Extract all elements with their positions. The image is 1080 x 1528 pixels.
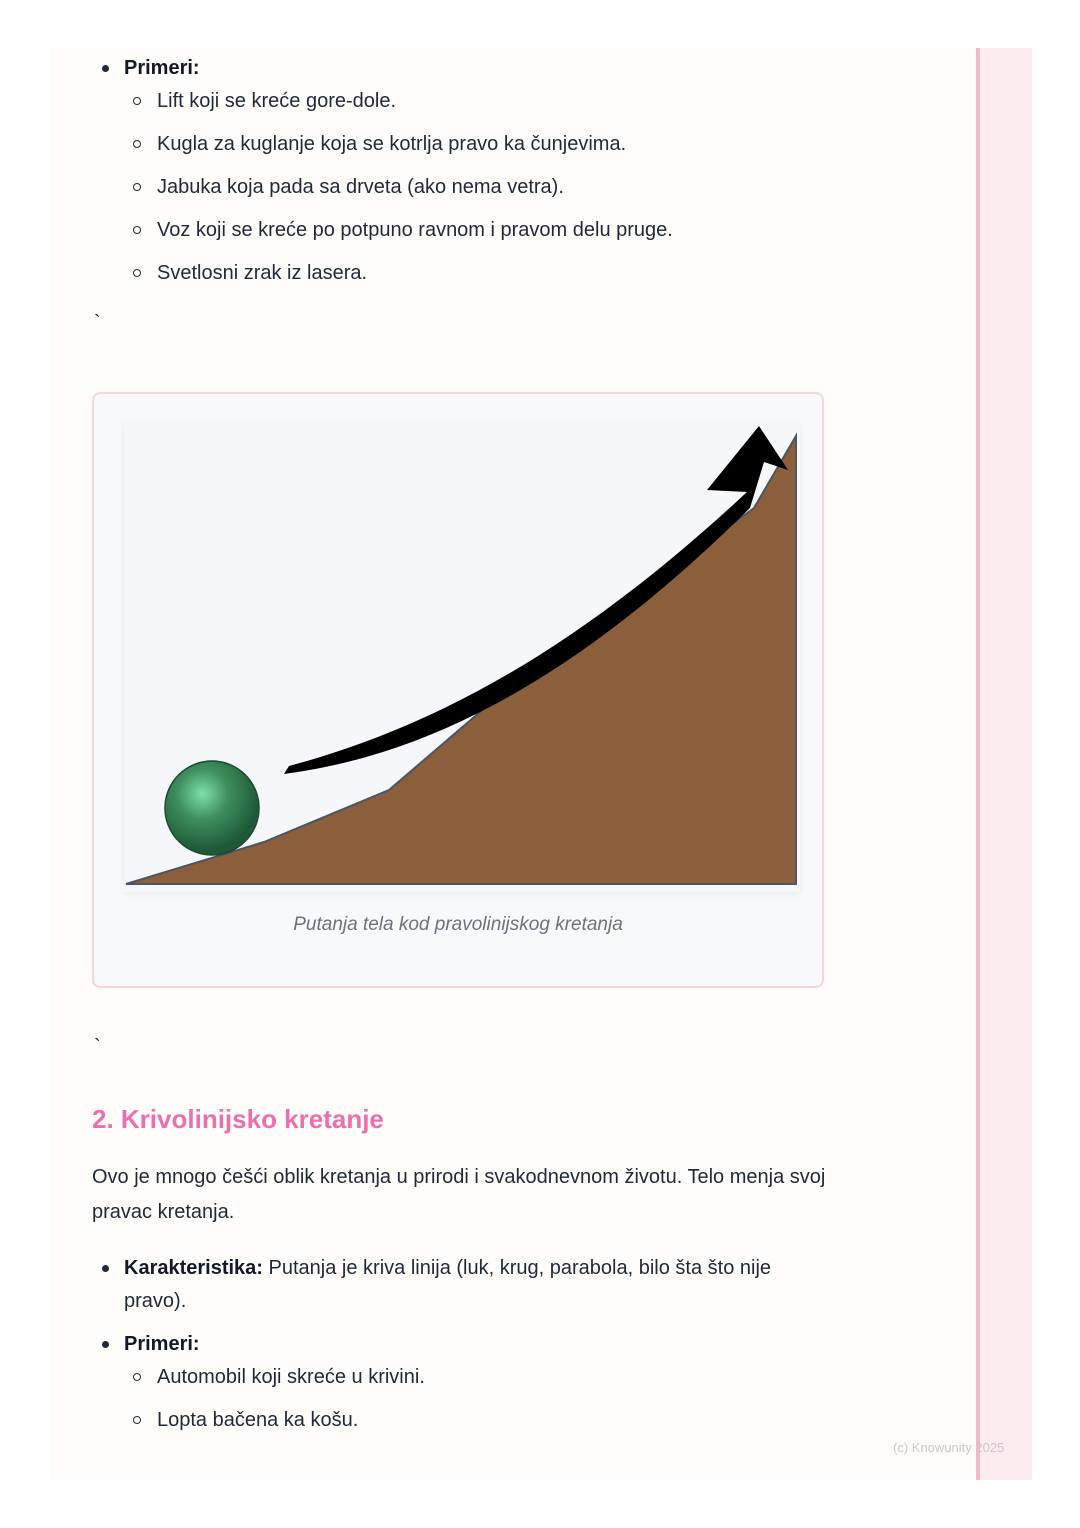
list-item: Voz koji se kreće po potpuno ravnom i pravom delu pruge.: [92, 214, 832, 247]
list-item-primeri: [92, 1328, 832, 1437]
primeri-label: Primeri:: [124, 1333, 200, 1355]
list-item: Lift koji se kreće gore-dole.: [92, 85, 832, 118]
figure-caption: Putanja tela kod pravolinijskog kretanja: [293, 914, 623, 935]
backtick-mark: `: [94, 312, 101, 334]
list-item: Jabuka koja pada sa drveta (ako nema vetra).: [92, 171, 832, 204]
list-item: Svetlosni zrak iz lasera.: [92, 257, 832, 290]
list-item: Lopta bačena ka košu.: [92, 1404, 832, 1437]
figure-card: [92, 392, 824, 988]
margin-strip: [976, 48, 1032, 1480]
section2-list: [92, 1252, 832, 1447]
list-item: Kugla za kuglanje koja se kotrlja pravo ka čunjevima.: [92, 128, 832, 161]
section-heading: 2. Krivolinijsko kretanje: [92, 1104, 384, 1134]
ball-icon: [165, 761, 259, 855]
karakteristika-text: Putanja je kriva linija (luk, krug, parabola, bilo šta što nije pravo).: [124, 1257, 772, 1312]
incline-illustration: [124, 422, 800, 892]
examples-list-top: [92, 52, 832, 300]
list-item: Automobil koji skreće u krivini.: [92, 1361, 832, 1394]
copyright-footer: (c) Knowunity 2025: [893, 1440, 1005, 1455]
list-item-karakteristika: [92, 1252, 832, 1318]
section-paragraph: Ovo je mnogo češći oblik kretanja u prirodi i svakodnevnom životu. Telo menja svoj pravac kretanja.: [92, 1166, 826, 1223]
list-item-primeri: [92, 52, 832, 290]
margin-line: [976, 48, 980, 1480]
backtick-mark: `: [94, 1036, 101, 1058]
primeri-label: Primeri:: [124, 57, 200, 79]
figure-illustration: [124, 422, 800, 892]
karakteristika-label: Karakteristika:: [124, 1257, 263, 1279]
